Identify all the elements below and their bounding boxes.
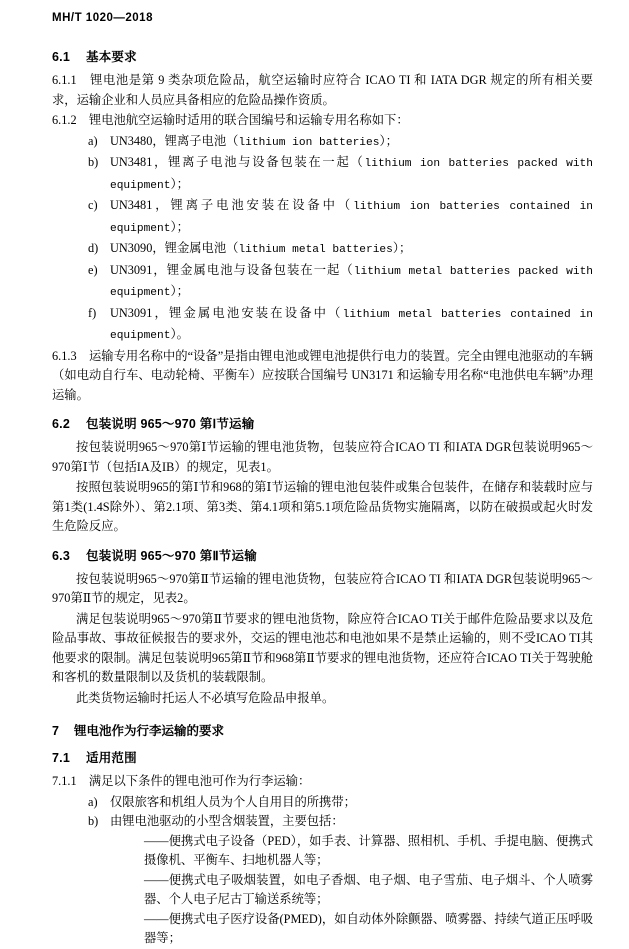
heading-7-1-number: 7.1 (52, 751, 70, 765)
page-header: MH/T 1020—2018 (52, 12, 153, 24)
clause-6-1-2 (52, 111, 593, 131)
list-item (52, 832, 593, 871)
list-marker: c) (88, 198, 98, 212)
para-6-2-1: 按包装说明965～970第Ⅰ节运输的锂电池货物，包装应符合ICAO TI 和IATA DGR包装说明965～970第Ⅰ节（包括IA及IB）的规定，见表1。 (52, 440, 593, 474)
clause-6-1-1 (52, 71, 593, 110)
heading-7-1-title: 适用范围 (86, 751, 137, 765)
heading-6-1-number: 6.1 (52, 50, 70, 64)
list-item (52, 239, 593, 261)
list-item-en: lithium metal batteries packed with equipment (110, 265, 593, 299)
list-item (52, 910, 593, 949)
list-marker: a) (88, 133, 98, 148)
list-item (52, 304, 593, 347)
list-marker: a) (88, 794, 98, 809)
baggage-condition-list (52, 793, 593, 832)
clause-6-1-2-number: 6.1.2 (52, 113, 77, 127)
clause-7-1-1-number: 7.1.1 (52, 774, 77, 788)
list-item (52, 153, 593, 196)
list-item-cn: UN3481，锂离子电池与设备包装在一起（ (110, 155, 365, 169)
para-6-3-1: 按包装说明965～970第Ⅱ节运输的锂电池货物，包装应符合ICAO TI 和IATA DGR包装说明965～970第Ⅱ节的规定，见表2。 (52, 571, 593, 605)
list-item-tail: ）； (170, 219, 189, 234)
clause-6-1-3-text: 运输专用名称中的“设备”是指由锂电池或锂电池提供行电力的装置。完全由锂电池驱动的车辆（如电动自行车、电动轮椅、平衡车）应按联合国编号 UN3171 和运输专用名称“电池供电车辆”办理运输。 (52, 348, 593, 402)
un-number-list (52, 132, 593, 347)
heading-6-2-number: 6.2 (52, 417, 70, 431)
list-item-en: lithium metal batteries contained in equipment (110, 308, 593, 342)
list-item-cn: UN3091，锂金属电池安装在设备中（ (110, 305, 343, 320)
heading-7-number: 7 (52, 724, 59, 738)
list-item-en: lithium ion batteries packed with equipment (110, 158, 593, 192)
list-item-tail: ）； (379, 133, 398, 148)
clause-7-1-1 (52, 772, 593, 792)
list-marker: b) (88, 814, 99, 828)
sublist-item-text: ——便携式电子医疗设备(PMED)，如自动体外除颤器、喷雾器、持续气道正压呼吸器等； (144, 911, 593, 945)
heading-7 (52, 721, 593, 739)
list-item-en: lithium metal batteries (238, 244, 393, 256)
clause-7-1-1-text: 满足以下条件的锂电池可作为行李运输： (88, 774, 311, 788)
device-example-list (52, 832, 593, 949)
heading-6-3 (52, 546, 593, 564)
document-body (0, 24, 629, 949)
heading-6-3-title: 包装说明 965～970 第Ⅱ节运输 (86, 548, 257, 563)
list-item (52, 793, 593, 813)
list-item-tail: ）； (170, 284, 189, 298)
list-item (52, 196, 593, 239)
clause-6-1-2-text: 锂电池航空运输时适用的联合国编号和运输专用名称如下： (88, 113, 409, 127)
list-item-cn: UN3091，锂金属电池与设备包装在一起（ (110, 262, 354, 277)
heading-7-1 (52, 748, 593, 766)
heading-7-title: 锂电池作为行李运输的要求 (74, 724, 225, 738)
list-item (52, 812, 593, 832)
list-marker: b) (88, 155, 99, 169)
list-marker: d) (88, 241, 99, 255)
para-6-3-3: 此类货物运输时托运人不必填写危险品申报单。 (76, 690, 335, 705)
clause-6-1-3-number: 6.1.3 (52, 348, 77, 363)
list-item-text: 由锂电池驱动的小型含烟装置，主要包括： (110, 814, 344, 828)
heading-6-2 (52, 414, 593, 432)
list-item-cn: UN3481，锂离子电池安装在设备中（ (110, 198, 354, 212)
heading-6-3-number: 6.3 (52, 548, 70, 563)
clause-6-1-3 (52, 347, 593, 406)
heading-6-1 (52, 47, 593, 65)
list-marker: e) (88, 262, 98, 277)
list-item-en: lithium ion batteries contained in equipment (110, 201, 593, 235)
para-6-3-2: 满足包装说明965～970第Ⅱ节要求的锂电池货物，除应符合ICAO TI关于邮件危险品要求以及危险品事故、事故征候报告的要求外，交运的锂电池芯和电池如果不是禁止运输的，则不受ICAO TI其他要求的限制。满足包装说明965第Ⅱ节和968第Ⅱ节要求的锂电池货物，还应符合ICAO TI关于驾驶舱和客机的数量限制以及货机的装载限制。 (52, 611, 593, 684)
sublist-item-text: ——便携式电子吸烟装置，如电子香烟、电子烟、电子雪茄、电子烟斗、个人喷雾器、个人电子尼古丁输送系统等； (144, 872, 593, 906)
clause-6-1-1-number: 6.1.1 (52, 73, 77, 87)
clause-6-1-1-text: 锂电池是第 9 类杂项危险品，航空运输时应符合 ICAO TI 和 IATA DGR 规定的所有相关要求，运输企业和人员应具备相应的危险品操作资质。 (52, 73, 593, 107)
list-item-en: lithium ion batteries (238, 136, 380, 149)
list-item-cn: UN3090，锂金属电池（ (110, 241, 239, 255)
list-item (52, 871, 593, 910)
list-item-cn: UN3480，锂离子电池（ (110, 133, 239, 148)
para-6-2-2: 按照包装说明965的第Ⅰ节和968的第Ⅰ节运输的锂电池包装件或集合包装件，在储存和装载时应与第1类(1.4S除外）、第2.1项、第3类、第4.1项和第5.1项危险品货物实施隔离，以防在破损或起火时发生危险反应。 (52, 480, 593, 533)
list-item (52, 132, 593, 154)
list-item-tail: ）。 (170, 327, 189, 341)
list-item-tail: ）； (170, 176, 189, 191)
sublist-item-text: ——便携式电子设备（PED），如手表、计算器、照相机、手机、手提电脑、便携式摄像机、平衡车、扫地机器人等； (144, 833, 593, 867)
heading-6-2-title: 包装说明 965～970 第Ⅰ节运输 (86, 417, 255, 431)
list-item-tail: ）； (392, 241, 412, 255)
list-marker: f) (88, 305, 97, 320)
heading-6-1-title: 基本要求 (86, 50, 137, 64)
list-item-text: 仅限旅客和机组人员为个人自用目的所携带； (110, 794, 356, 809)
list-item (52, 261, 593, 304)
